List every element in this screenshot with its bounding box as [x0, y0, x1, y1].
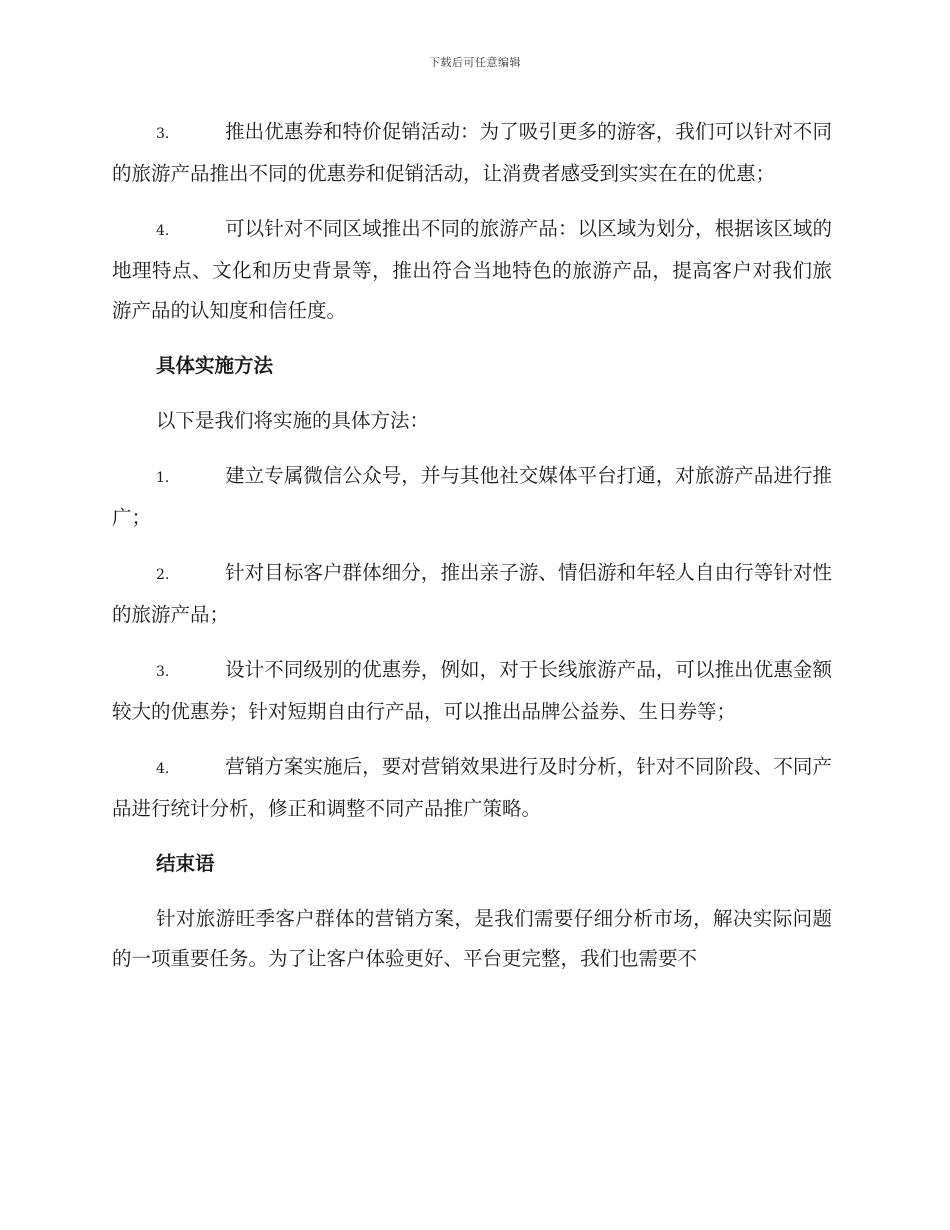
- list-item-text: 建立专属微信公众号，并与其他社交媒体平台打通，对旅游产品进行推广；: [112, 464, 832, 529]
- list-number: 4.: [156, 223, 170, 239]
- list-item-text: 设计不同级别的优惠券，例如，对于长线旅游产品，可以推出优惠金额较大的优惠券；针对短期自由行产品，可以推出品牌公益券、生日券等；: [112, 658, 832, 723]
- methods-intro-paragraph: 以下是我们将实施的具体方法：: [156, 409, 430, 432]
- list-item-method-3: [112, 650, 832, 732]
- list-item-method-1: [112, 456, 832, 538]
- section-heading-methods: 具体实施方法: [156, 354, 274, 377]
- list-number: 4.: [156, 761, 170, 777]
- list-item-text: 营销方案实施后，要对营销效果进行及时分析，针对不同阶段、不同产品进行统计分析，修正和调整不同产品推广策略。: [112, 755, 832, 820]
- list-item-method-2: [112, 553, 832, 635]
- list-number: 3.: [156, 664, 170, 680]
- list-item-strategy-4: [112, 209, 832, 331]
- list-item-text: 可以针对不同区域推出不同的旅游产品：以区域为划分，根据该区域的地理特点、文化和历史背景等，推出符合当地特色的旅游产品，提高客户对我们旅游产品的认知度和信任度。: [112, 217, 832, 322]
- list-item-method-4: [112, 747, 832, 829]
- list-item-text: 针对目标客户群体细分，推出亲子游、情侣游和年轻人自由行等针对性的旅游产品；: [112, 561, 832, 626]
- list-item-strategy-3: [112, 112, 832, 194]
- section-heading-conclusion: 结束语: [156, 852, 215, 875]
- list-item-text: 推出优惠券和特价促销活动：为了吸引更多的游客，我们可以针对不同的旅游产品推出不同的优惠券和促销活动，让消费者感受到实实在在的优惠；: [112, 120, 832, 185]
- page-header: 下载后可任意编辑: [429, 56, 521, 69]
- list-number: 2.: [156, 567, 170, 583]
- conclusion-paragraph: 针对旅游旺季客户群体的营销方案，是我们需要仔细分析市场，解决实际问题的一项重要任务。为了让客户体验更好、平台更完整，我们也需要不: [112, 907, 832, 970]
- list-number: 3.: [156, 126, 170, 142]
- document-body: [112, 112, 832, 994]
- list-number: 1.: [156, 470, 170, 486]
